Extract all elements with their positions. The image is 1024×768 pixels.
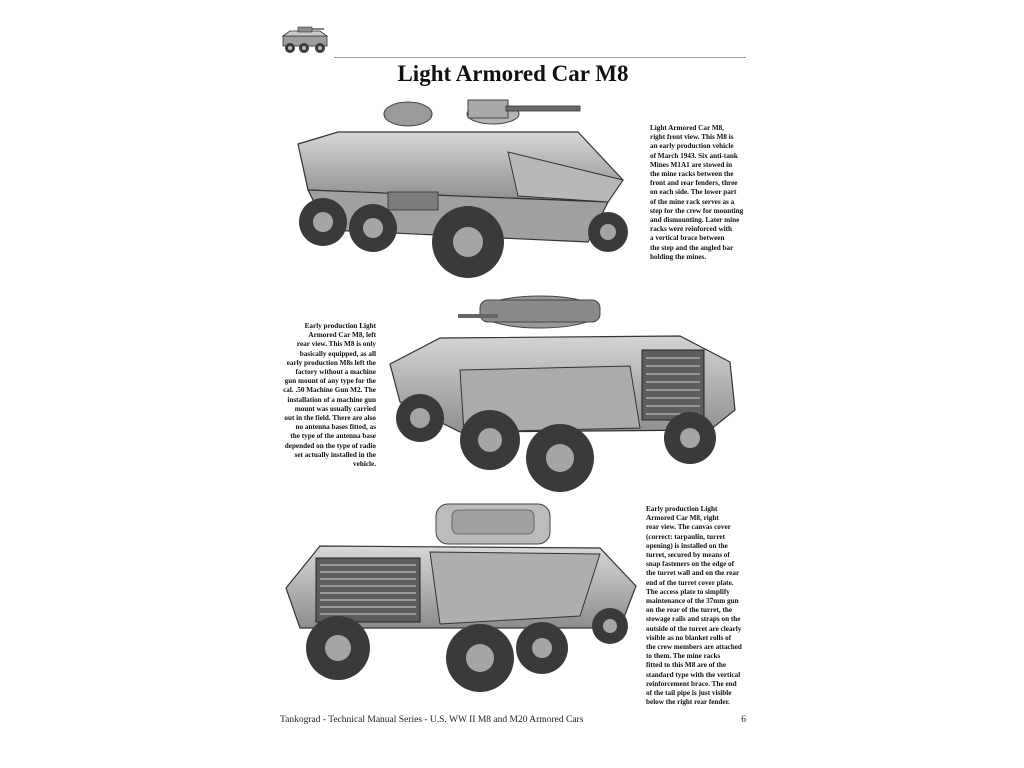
armored-car-logo-icon [280, 26, 332, 56]
photo-left-rear-view [380, 290, 746, 496]
caption-left-rear-view: Early production Light Armored Car M8, left rear view. This M8 is only basically equipped, as all early production M8s left the factory without a machine gun mount of any type for the cal. .50 Machine Gun M2. The installation of a machine gun mount was usually carried out in the field. There are also no antenna bases fitted, as the type of the antenna base depended on the type of radio set actually installed in the vehicle. [283, 322, 376, 469]
photo-right-front-view [278, 92, 646, 290]
caption-right-rear-view: Early production Light Armored Car M8, right rear view. The canvas cover (correct: tarpaulin, turret opening) is installed on the turret, secured by means of snap fasteners on the edge of the turret wall and on the rear end of the turret cover plate. The access plate to simplify maintenance of the 37mm gun on the rear of the turret, the stowage rails and straps on the outside of the turret are clearly visible as no blanket rolls of the crew members are attached to them. The mine racks fitted to this M8 are of the standard type with the vertical reinforcement brace. The end of the tail pipe is just visible below the right rear fender. [646, 505, 742, 707]
page-title: Light Armored Car M8 [397, 61, 629, 86]
page-number: 6 [741, 715, 746, 725]
header-rule [334, 57, 746, 58]
footer-series-title: Tankograd - Technical Manual Series - U.S. WW II M8 and M20 Armored Cars [280, 715, 584, 725]
photo-right-rear-view [280, 498, 642, 706]
caption-right-front-view: Light Armored Car M8, right front view. This M8 is an early production vehicle of March 1943. Six anti-tank Mines M1A1 are stowed in the mine racks between the front and rear fenders, three on each side. The lower part of the mine rack serves as a step for the crew for mounting and dismounting. Later mine racks were reinforced with a vertical brace between the step and the angled bar holding the mines. [650, 124, 744, 261]
